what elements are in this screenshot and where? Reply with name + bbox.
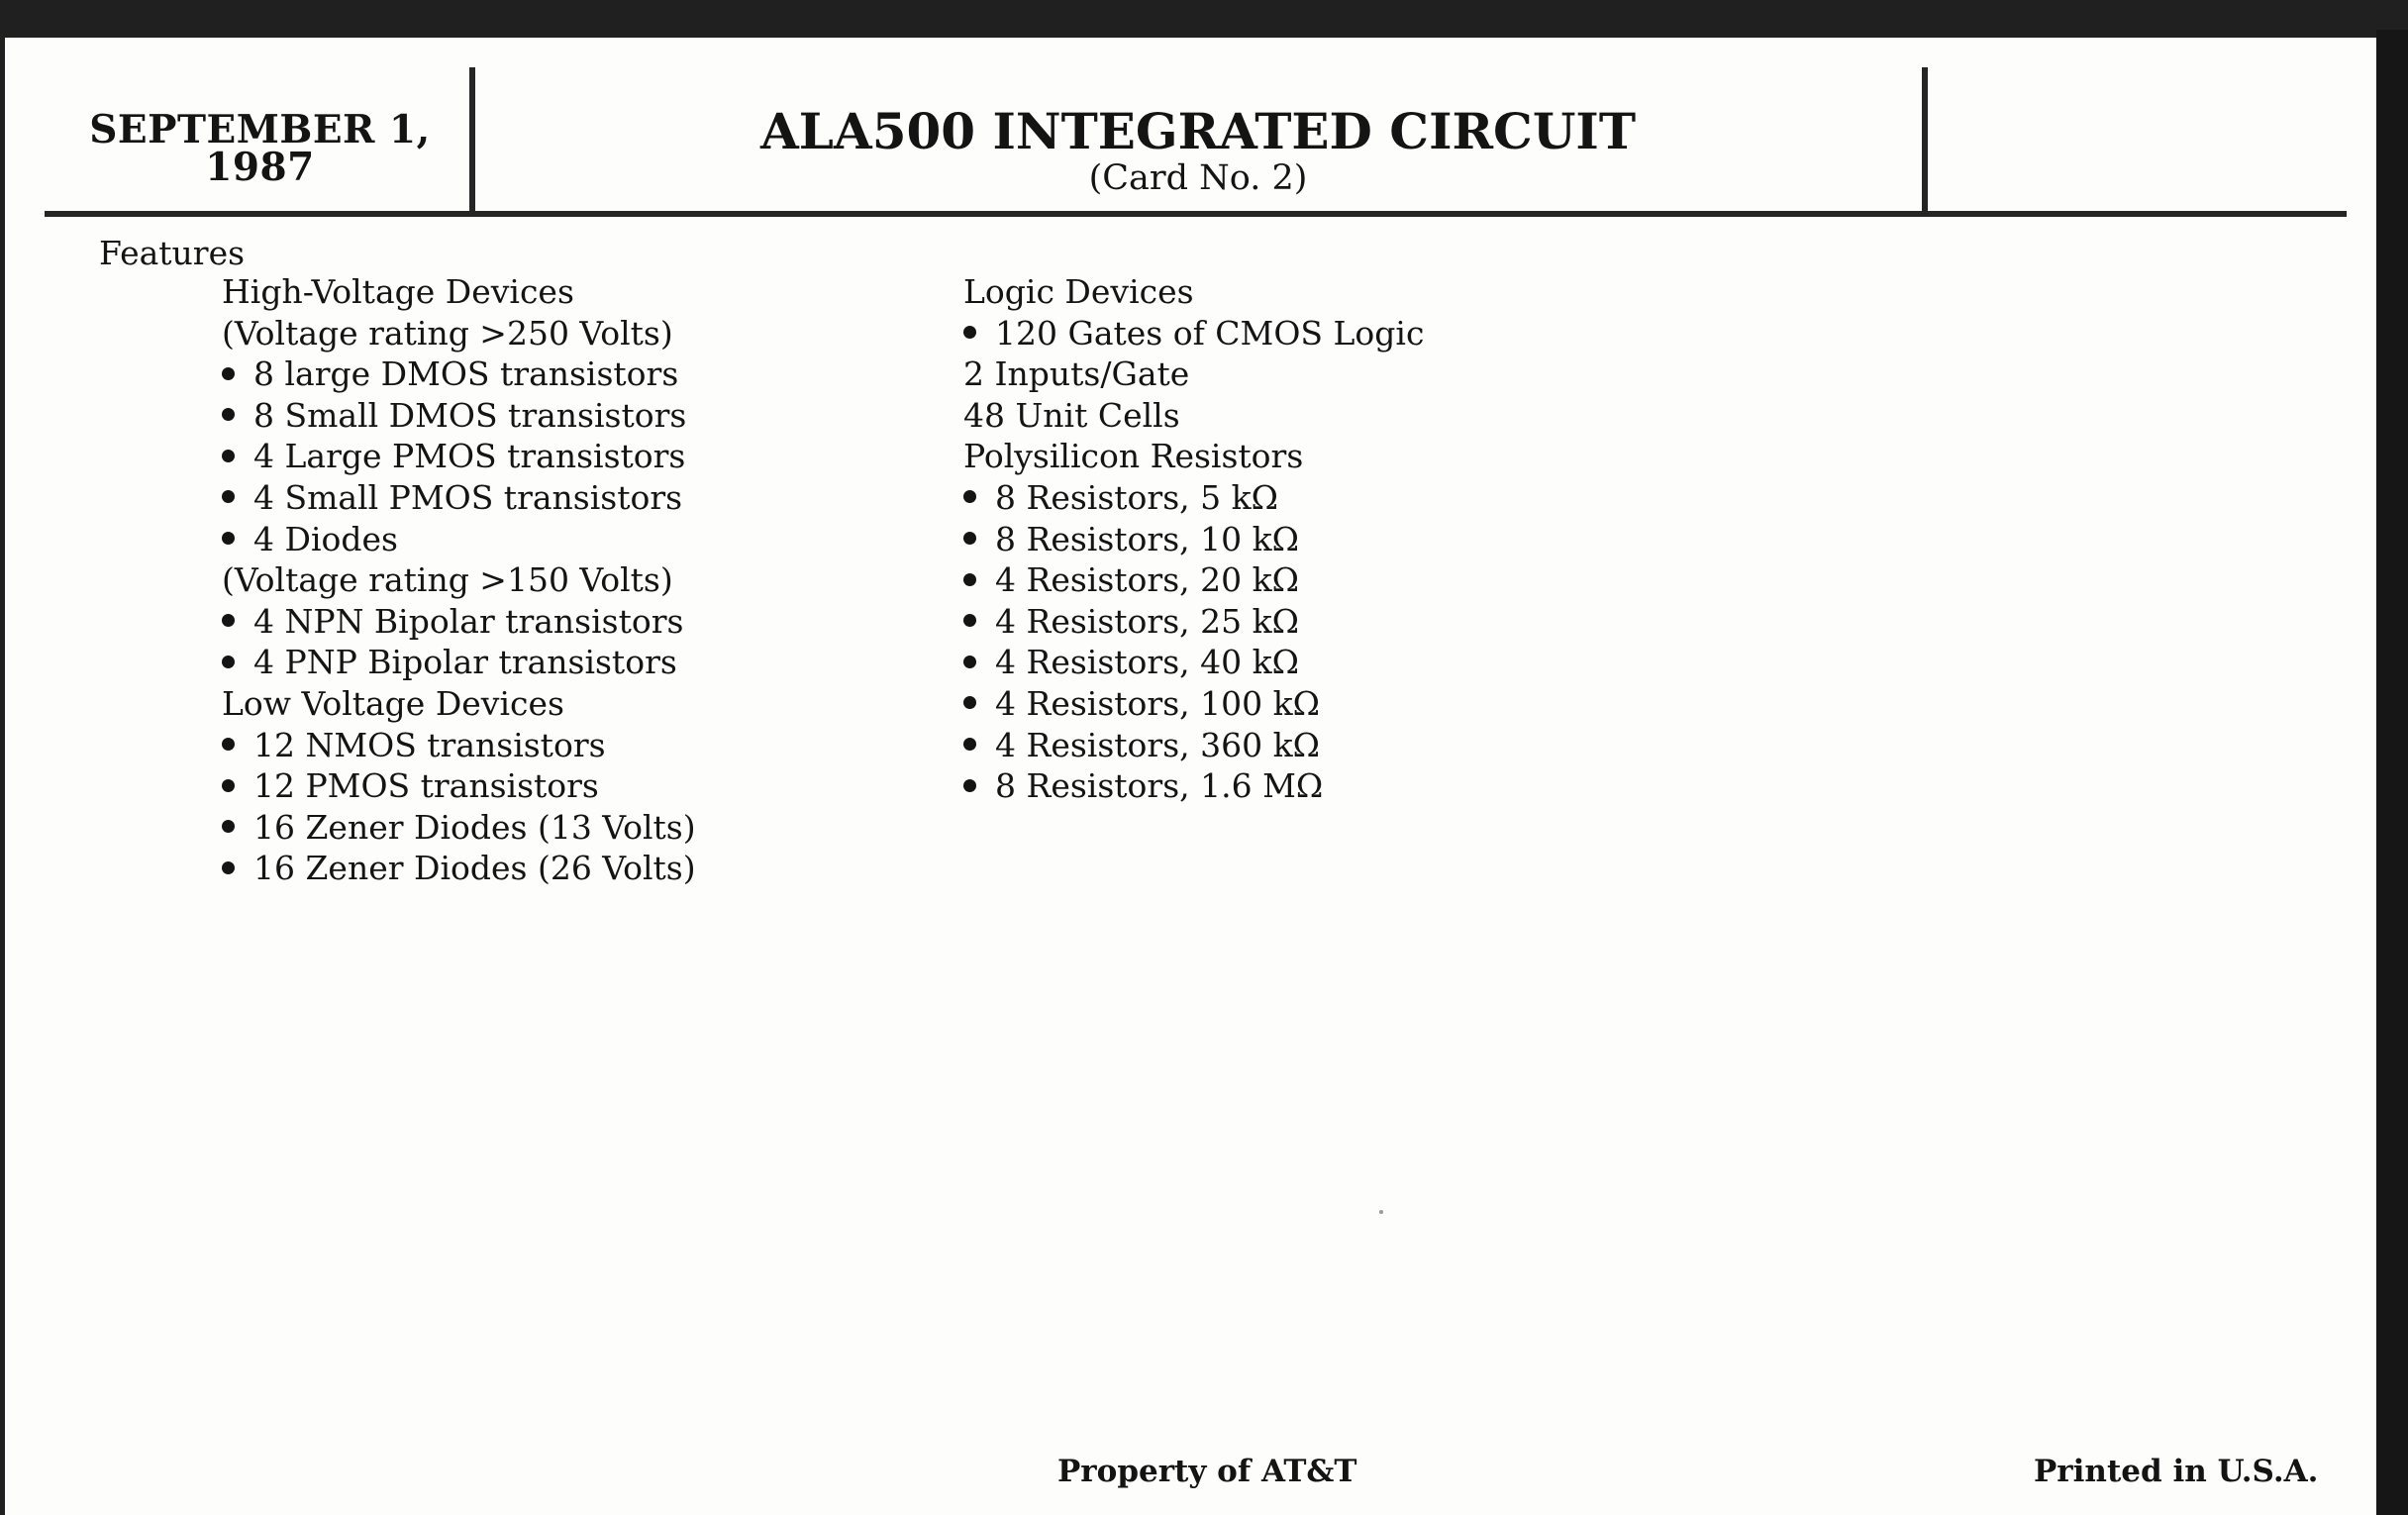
feature-bullet-item: [963, 642, 1424, 683]
feature-text: High-Voltage Devices: [222, 272, 574, 311]
feature-text: 8 Small DMOS transistors: [253, 395, 687, 435]
feature-bullet-item: [222, 477, 696, 519]
feature-text: 4 Resistors, 40 kΩ: [995, 643, 1299, 682]
feature-heading-line: [222, 271, 696, 313]
feature-bullet-item: [222, 601, 696, 643]
feature-text: 4 NPN Bipolar transistors: [253, 601, 684, 641]
feature-bullet-item: [222, 848, 696, 889]
feature-heading-line: [963, 395, 1424, 437]
feature-heading-line: [222, 559, 696, 601]
feature-text: 4 Resistors, 360 kΩ: [995, 725, 1320, 764]
bullet-icon: [222, 367, 235, 380]
header-rule: [45, 211, 2347, 217]
feature-bullet-item: [222, 519, 696, 560]
bullet-icon: [222, 408, 235, 421]
feature-bullet-item: [222, 395, 696, 437]
bullet-icon: [963, 614, 976, 627]
bullet-icon: [963, 696, 976, 709]
feature-text: 4 Resistors, 100 kΩ: [995, 683, 1320, 723]
feature-heading-line: [963, 354, 1424, 395]
date-line-2: 1987: [205, 145, 315, 190]
feature-text: 4 Resistors, 20 kΩ: [995, 560, 1299, 600]
bullet-icon: [222, 614, 235, 627]
feature-text: 16 Zener Diodes (13 Volts): [253, 807, 696, 847]
bullet-icon: [222, 779, 235, 792]
scan-edge: [2376, 30, 2408, 1515]
feature-bullet-item: [963, 725, 1424, 766]
bullet-icon: [222, 450, 235, 462]
bullet-icon: [222, 738, 235, 751]
feature-text: 8 Resistors, 10 kΩ: [995, 519, 1299, 558]
feature-heading-line: [963, 436, 1424, 477]
feature-text: 8 Resistors, 5 kΩ: [995, 477, 1278, 517]
feature-text: 120 Gates of CMOS Logic: [995, 313, 1425, 353]
bullet-icon: [222, 861, 235, 874]
bullet-icon: [222, 656, 235, 668]
feature-text: 8 large DMOS transistors: [253, 354, 679, 394]
feature-bullet-item: [222, 725, 696, 766]
feature-bullet-item: [963, 683, 1424, 725]
feature-text: 12 PMOS transistors: [253, 766, 599, 806]
document-subtitle: (Card No. 2): [1088, 158, 1308, 198]
bullet-icon: [222, 820, 235, 833]
footer-property: Property of AT&T: [1057, 1454, 1357, 1489]
header-title-block: [475, 104, 1921, 197]
feature-text: 4 Resistors, 25 kΩ: [995, 601, 1299, 641]
document-title: ALA500 INTEGRATED CIRCUIT: [759, 102, 1637, 160]
feature-text: 2 Inputs/Gate: [963, 354, 1190, 394]
feature-text: Low Voltage Devices: [222, 683, 564, 723]
feature-text: (Voltage rating >150 Volts): [222, 560, 673, 600]
feature-bullet-item: [963, 559, 1424, 601]
feature-bullet-item: [222, 807, 696, 849]
scan-speck: [1379, 1210, 1383, 1214]
header-date: [54, 107, 465, 190]
feature-bullet-item: [222, 765, 696, 807]
feature-bullet-item: [963, 519, 1424, 560]
feature-bullet-item: [963, 477, 1424, 519]
feature-text: 12 NMOS transistors: [253, 725, 606, 764]
feature-text: Polysilicon Resistors: [963, 437, 1304, 476]
feature-text: 8 Resistors, 1.6 MΩ: [995, 766, 1324, 806]
footer-printed: Printed in U.S.A.: [2034, 1454, 2319, 1489]
bullet-icon: [963, 326, 976, 339]
feature-text: 4 Large PMOS transistors: [253, 437, 686, 476]
feature-bullet-item: [222, 642, 696, 683]
bullet-icon: [963, 490, 976, 503]
feature-text: 4 Small PMOS transistors: [253, 477, 683, 517]
feature-heading-line: [963, 271, 1424, 313]
header-divider-right: [1922, 67, 1928, 216]
feature-bullet-item: [222, 354, 696, 395]
feature-bullet-item: [963, 601, 1424, 643]
feature-text: 4 PNP Bipolar transistors: [253, 643, 677, 682]
bullet-icon: [963, 738, 976, 751]
bullet-icon: [963, 656, 976, 668]
feature-bullet-item: [963, 313, 1424, 354]
right-feature-column: [963, 271, 1424, 807]
bullet-icon: [963, 779, 976, 792]
date-line-1: SEPTEMBER 1,: [89, 107, 431, 152]
feature-text: 48 Unit Cells: [963, 395, 1180, 435]
feature-text: (Voltage rating >250 Volts): [222, 313, 673, 353]
bullet-icon: [963, 532, 976, 545]
feature-bullet-item: [963, 765, 1424, 807]
bullet-icon: [963, 573, 976, 586]
feature-text: Logic Devices: [963, 272, 1194, 311]
bullet-icon: [222, 490, 235, 503]
feature-text: 4 Diodes: [253, 519, 398, 558]
feature-bullet-item: [222, 436, 696, 477]
bullet-icon: [222, 532, 235, 545]
feature-text: 16 Zener Diodes (26 Volts): [253, 849, 696, 888]
feature-heading-line: [222, 683, 696, 725]
features-heading: Features: [99, 234, 246, 272]
feature-heading-line: [222, 313, 696, 354]
left-feature-column: [222, 271, 696, 889]
